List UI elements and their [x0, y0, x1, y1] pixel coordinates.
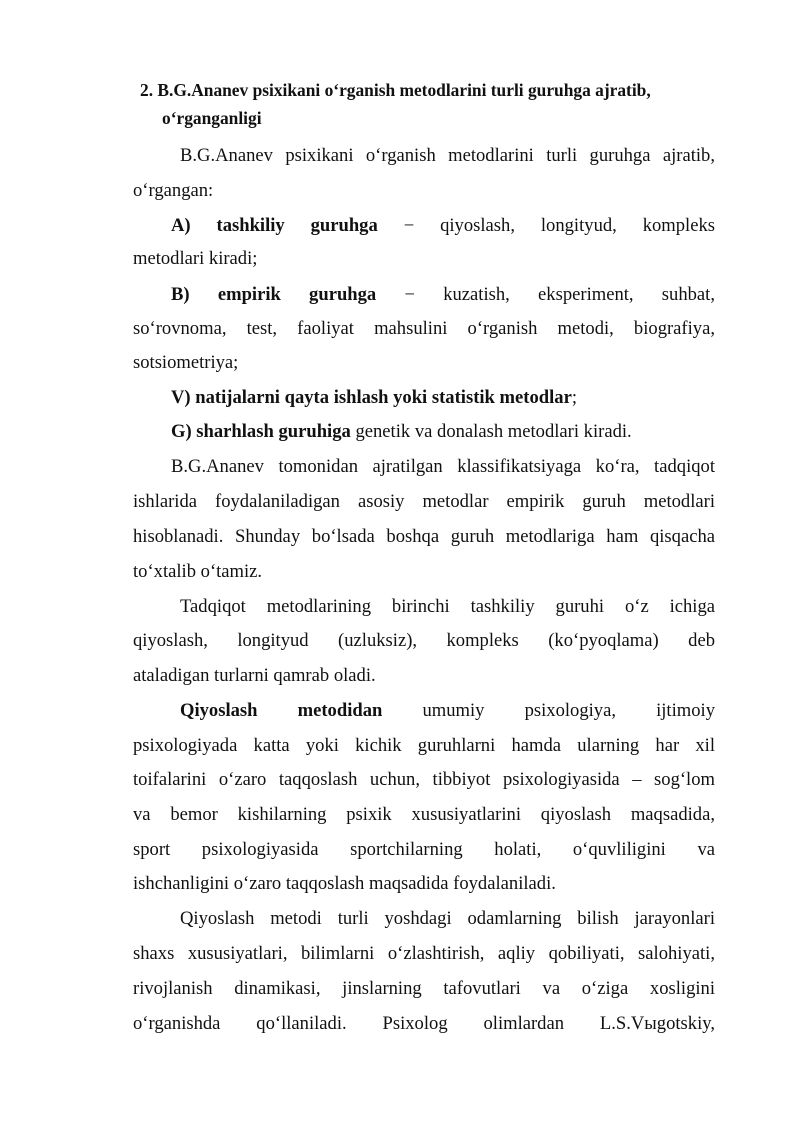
item-g-text: genetik va donalash metodlari kiradi. [350, 421, 632, 442]
item-a-line-1 [171, 214, 715, 238]
p5-line-3: rivojlanish dinamikasi, jinslarning tafovutlari va o‘ziga xosligini [133, 978, 715, 999]
p2-line-2: ishlarida foydalaniladigan asosiy metodlar empirik guruh metodlari [133, 491, 715, 512]
item-g-line [171, 420, 715, 444]
item-g-label: G) sharhlash guruhiga [171, 421, 351, 442]
p3-line-3: ataladigan turlarni qamrab oladi. [133, 665, 376, 686]
section-heading-line-2: o‘rganganligi [162, 108, 262, 128]
p3-line-2: qiyoslash, longityud (uzluksiz), kompleks (ko‘pyoqlama) deb [133, 630, 715, 651]
item-v-end: ; [571, 387, 577, 408]
section-heading-line-1: 2. B.G.Ananev psixikani o‘rganish metodlarini turli guruhga ajratib, [140, 80, 651, 100]
p4-bold-term: Qiyoslash metodidan [180, 700, 383, 721]
item-a-text: qiyoslash, longityud, kompleks [440, 215, 716, 236]
p5-line-4: o‘rganishda qo‘llaniladi. Psixolog olimlardan L.S.Vыgotskiy, [133, 1013, 715, 1034]
intro-line-2: o‘rgangan: [133, 180, 214, 201]
p3-line-1: Tadqiqot metodlarining birinchi tashkiliy guruhi o‘z ichiga [180, 596, 715, 617]
intro-line-1: B.G.Ananev psixikani o‘rganish metodlarini turli guruhga ajratib, [180, 145, 715, 166]
p2-line-4: to‘xtalib o‘tamiz. [133, 561, 263, 582]
item-b-dash: − [404, 284, 415, 305]
item-a-dash: − [403, 215, 415, 236]
item-a-label: A) tashkiliy guruhga [171, 215, 378, 236]
p5-line-1: Qiyoslash metodi turli yoshdagi odamlarning bilish jarayonlari [180, 908, 715, 929]
item-v-line [171, 386, 715, 410]
item-v-label: V) natijalarni qayta ishlash yoki statistik metodlar [171, 387, 572, 408]
p4-line-3: toifalarini o‘zaro taqqoslash uchun, tibbiyot psixologiyasida – sog‘lom [133, 769, 715, 790]
p4-line-1 [180, 699, 715, 723]
item-b-line-2: so‘rovnoma, test, faoliyat mahsulini o‘rganish metodi, biografiya, [133, 318, 715, 339]
item-b-line-3: sotsiometriya; [133, 352, 239, 373]
p4-line-1-text: umumiy psixologiya, ijtimoiy [382, 700, 715, 721]
p4-line-2: psixologiyada katta yoki kichik guruhlarni hamda ularning har xil [133, 735, 715, 756]
item-b-label: B) empirik guruhga [171, 284, 377, 305]
p2-line-3: hisoblanadi. Shunday bo‘lsada boshqa guruh metodlariga ham qisqacha [133, 526, 715, 547]
p4-line-5: sport psixologiyasida sportchilarning holati, o‘quvliligini va [133, 839, 715, 860]
item-b-line-1 [171, 283, 715, 307]
item-a-line-2: metodlari kiradi; [133, 248, 258, 269]
item-b-text: kuzatish, eksperiment, suhbat, [443, 284, 715, 305]
p2-line-1: B.G.Ananev tomonidan ajratilgan klassifikatsiyaga ko‘ra, tadqiqot [171, 456, 715, 477]
p5-line-2: shaxs xususiyatlari, bilimlarni o‘zlashtirish, aqliy qobiliyati, salohiyati, [133, 943, 715, 964]
p4-line-4: va bemor kishilarning psixik xususiyatlarini qiyoslash maqsadida, [133, 804, 715, 825]
p4-line-6: ishchanligini o‘zaro taqqoslash maqsadida foydalaniladi. [133, 873, 556, 894]
